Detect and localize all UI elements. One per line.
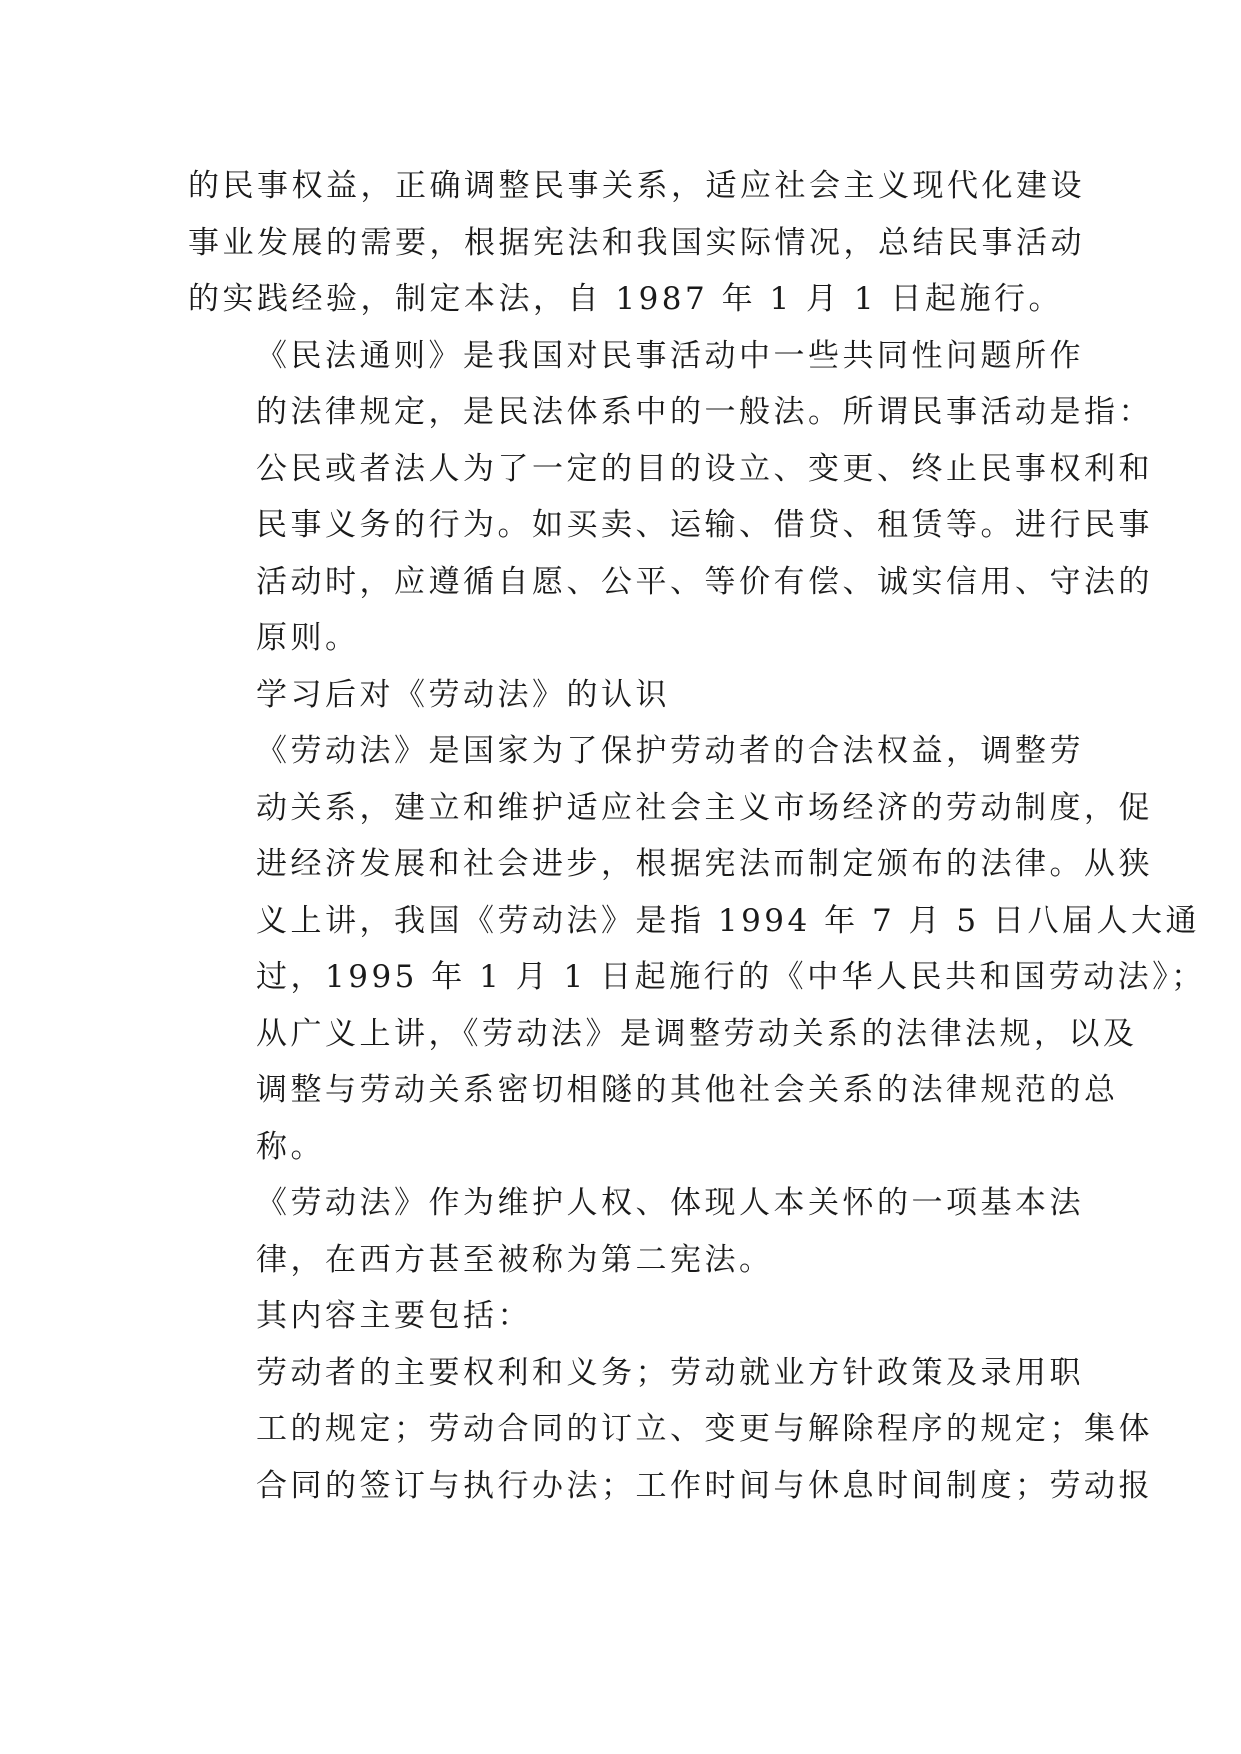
text-line: 工的规定；劳动合同的订立、变更与解除程序的规定；集体 [256, 1411, 1153, 1447]
text-line: 其内容主要包括： [256, 1298, 532, 1334]
text-line: 律，在西方甚至被称为第二宪法。 [256, 1241, 774, 1278]
paragraph [188, 328, 1153, 667]
text-line: 《劳动法》是国家为了保护劳动者的合法权益，调整劳 [256, 733, 1084, 769]
text-line: 过，1995 年 1 月 1 日起施行的《中华人民共和国劳动法》； [256, 959, 1206, 995]
text-line: 劳动者的主要权利和义务；劳动就业方针政策及录用职 [256, 1354, 1084, 1391]
paragraph [188, 1288, 1052, 1345]
text-line: 的民事权益，正确调整民事关系，适应社会主义现代化建设 [188, 168, 1085, 204]
text-line: 活动时，应遵循自愿、公平、等价有偿、诚实信用、守法的 [256, 563, 1153, 600]
text-line: 进经济发展和社会进步，根据宪法而制定颁布的法律。从狭 [256, 846, 1153, 882]
paragraph [188, 723, 1206, 1175]
text-line: 的实践经验，制定本法，自 1987 年 1 月 1 日起施行。 [188, 281, 1063, 317]
paragraph [188, 1175, 1084, 1288]
paragraph [188, 158, 1085, 328]
text-line: 称。 [256, 1128, 325, 1165]
document-body [188, 158, 1206, 1514]
text-line: 《劳动法》作为维护人权、体现人本关怀的一项基本法 [256, 1185, 1084, 1221]
paragraph [188, 667, 1052, 724]
text-line: 《民法通则》是我国对民事活动中一些共同性问题所作 [256, 337, 1084, 374]
text-line: 事业发展的需要，根据宪法和我国实际情况，总结民事活动 [188, 224, 1085, 261]
text-line: 动关系，建立和维护适应社会主义市场经济的劳动制度，促 [256, 789, 1153, 826]
text-line: 公民或者法人为了一定的目的设立、变更、终止民事权利和 [256, 450, 1153, 487]
paragraph [188, 1345, 1153, 1515]
text-line: 学习后对《劳动法》的认识 [256, 676, 670, 713]
text-line: 义上讲，我国《劳动法》是指 1994 年 7 月 5 日八届人大通 [256, 902, 1200, 939]
text-line: 民事义务的行为。如买卖、运输、借贷、租赁等。进行民事 [256, 507, 1153, 543]
text-line: 合同的签订与执行办法；工作时间与休息时间制度；劳动报 [256, 1467, 1153, 1504]
text-line: 调整与劳动关系密切相隧的其他社会关系的法律规范的总 [256, 1072, 1119, 1108]
text-line: 原则。 [256, 620, 360, 656]
text-line: 从广义上讲，《劳动法》是调整劳动关系的法律法规，以及 [256, 1015, 1138, 1052]
text-line: 的法律规定，是民法体系中的一般法。所谓民事活动是指： [256, 394, 1153, 430]
